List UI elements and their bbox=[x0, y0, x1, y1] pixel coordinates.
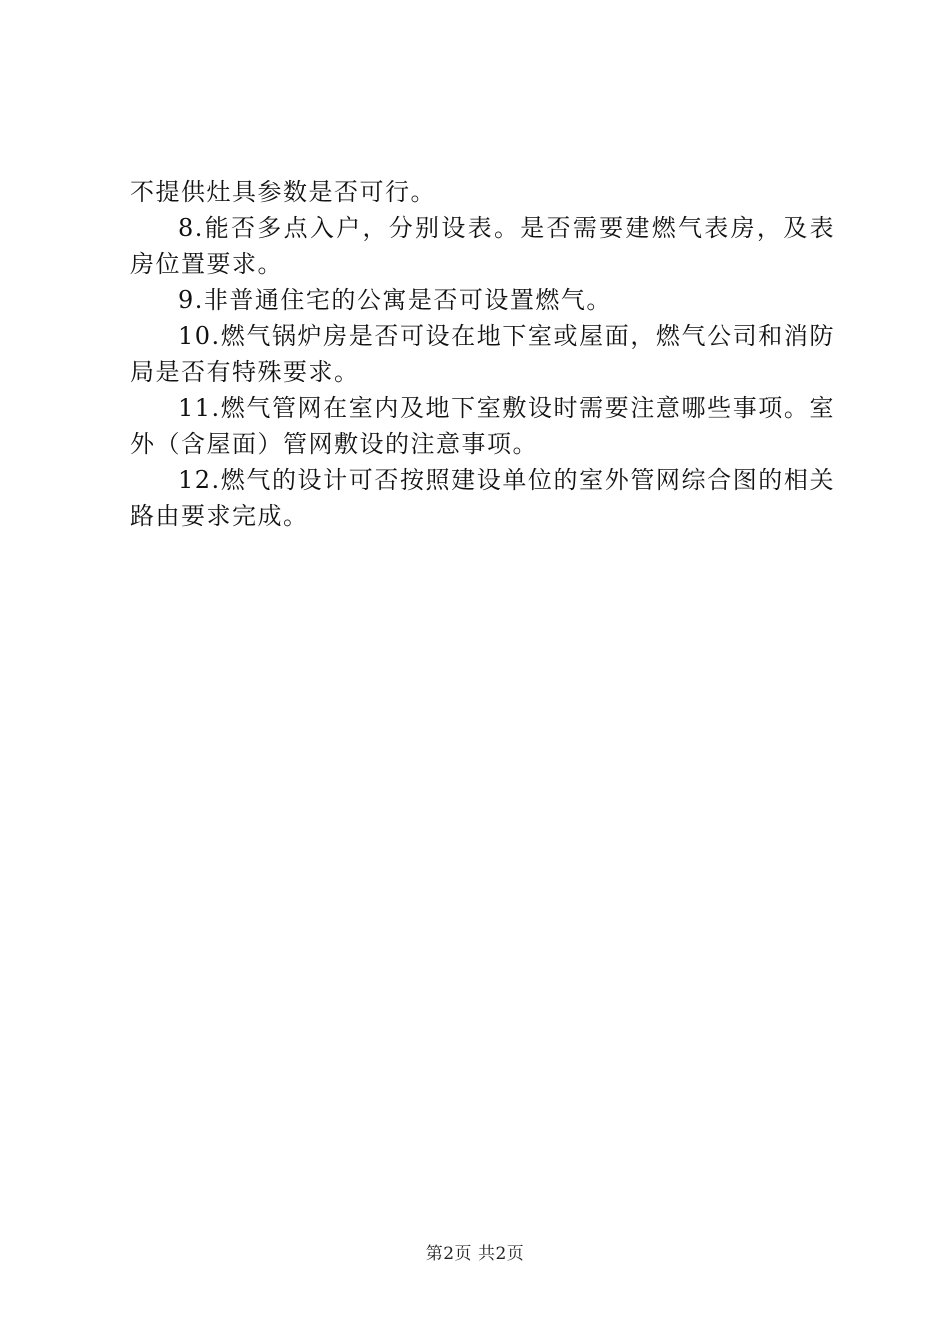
paragraph-item-8: 8.能否多点入户，分别设表。是否需要建燃气表房，及表房位置要求。 bbox=[130, 214, 835, 278]
paragraph-item-12: 12.燃气的设计可否按照建设单位的室外管网综合图的相关路由要求完成。 bbox=[130, 466, 835, 530]
page-footer bbox=[0, 1243, 950, 1265]
document-body bbox=[130, 174, 835, 534]
paragraph-item-11: 11.燃气管网在室内及地下室敷设时需要注意哪些事项。室外（含屋面）管网敷设的注意事项。 bbox=[130, 394, 835, 458]
paragraph-item-9: 9.非普通住宅的公寓是否可设置燃气。 bbox=[178, 286, 612, 314]
page-number: 第2页 共2页 bbox=[425, 1244, 525, 1264]
paragraph-continuation: 不提供灶具参数是否可行。 bbox=[130, 178, 436, 206]
paragraph-item-10: 10.燃气锅炉房是否可设在地下室或屋面，燃气公司和消防局是否有特殊要求。 bbox=[130, 322, 835, 386]
